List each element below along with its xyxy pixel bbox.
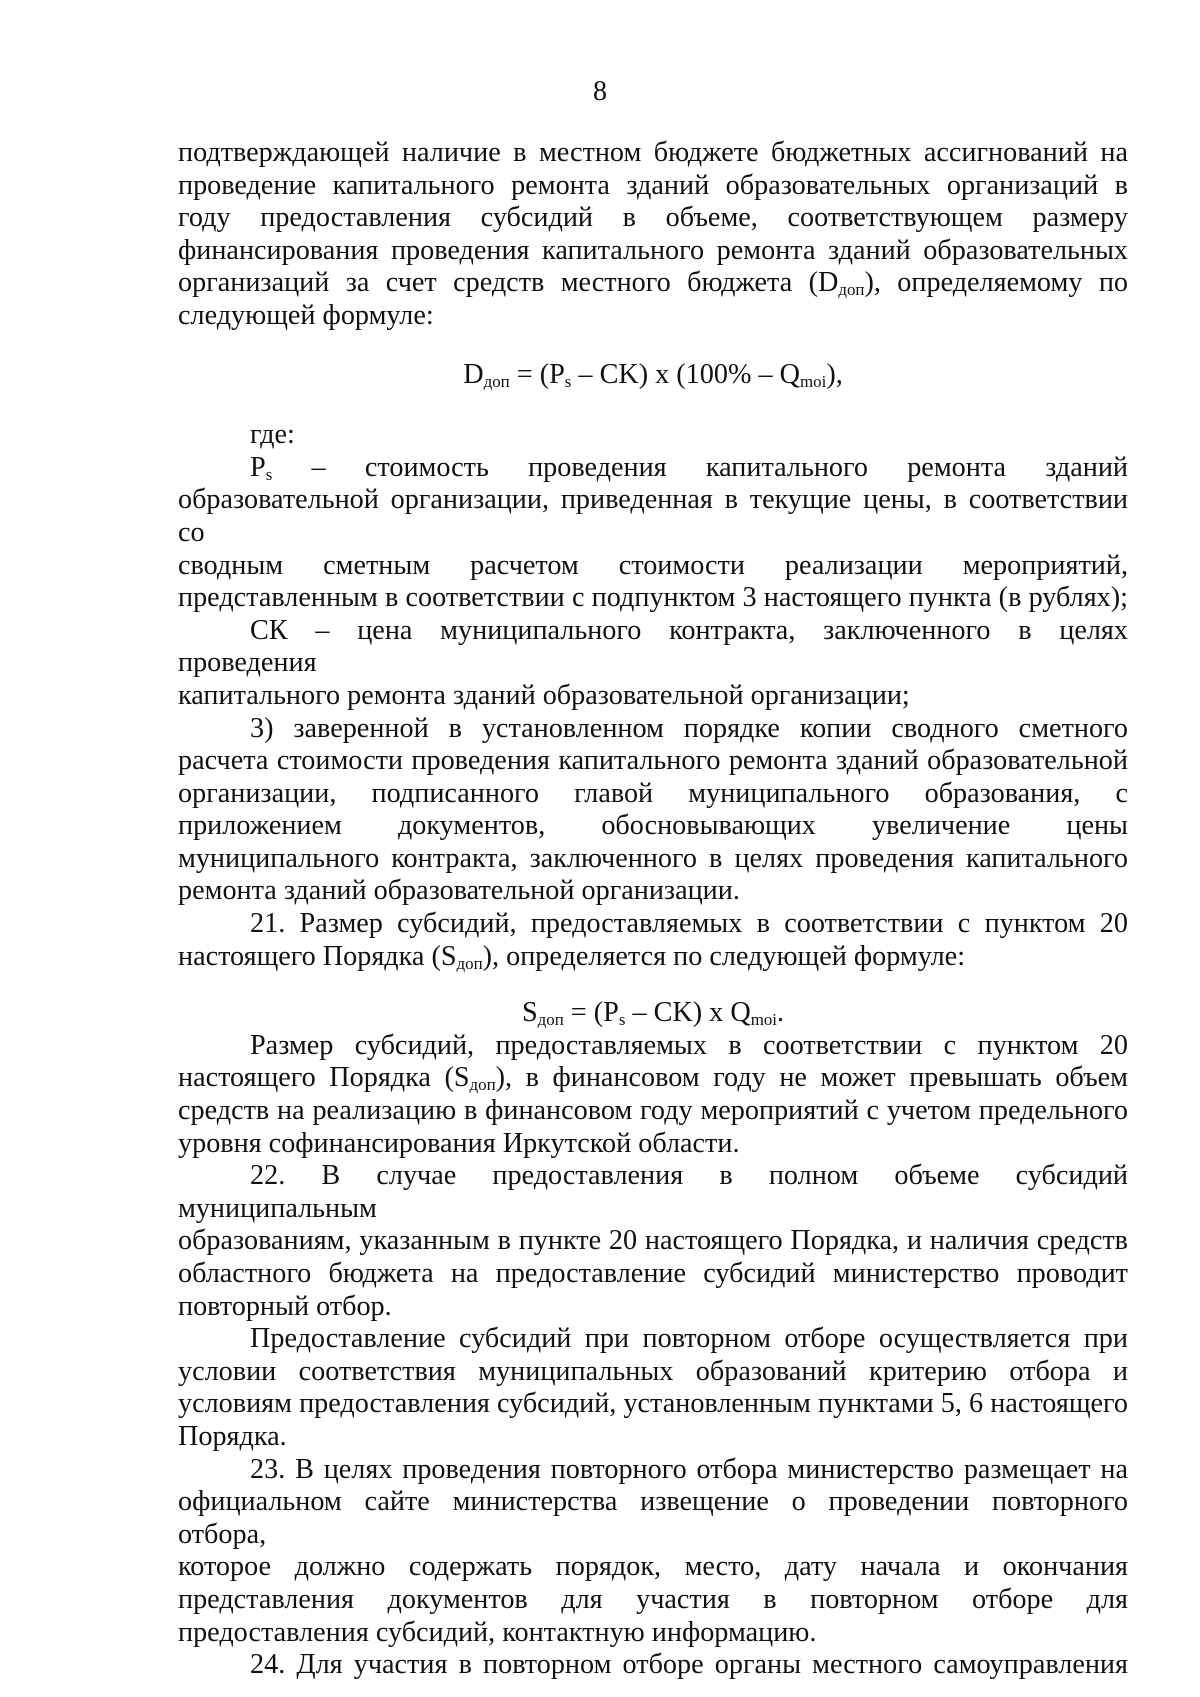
text-line: официальном сайте министерства извещение о проведении повторного отбора,	[178, 1486, 1128, 1550]
text-line: финансирования проведения капитального ремонта зданий образовательных	[178, 234, 1128, 266]
text-line: уровня софинансирования Иркутской области.	[178, 1127, 740, 1159]
text-line: проведение капитального ремонта зданий образовательных организаций в	[178, 169, 1128, 201]
text-line: 23. В целях проведения повторного отбора министерство размещает на	[250, 1453, 1128, 1485]
text-line: 21. Размер субсидий, предоставляемых в соответствии с пунктом 20	[250, 908, 1128, 940]
text-line: $P_s$ – стоимость проведения капитального ремонта зданий	[250, 451, 1128, 484]
text-line: Порядка.	[178, 1420, 287, 1452]
text-line: образовательной организации, приведенная в текущие цены, в соответствии со	[178, 484, 1128, 548]
text-line: которое должно содержать порядок, место, дату начала и окончания	[178, 1551, 1128, 1583]
text-line: повторный отбор.	[178, 1290, 392, 1322]
text-line: сводным сметным расчетом стоимости реализации мероприятий,	[178, 549, 1128, 581]
text-line: представления документов для участия в повторном отборе для	[178, 1583, 1128, 1615]
text-line: организации, подписанного главой муниципального образования, с	[178, 777, 1128, 809]
text-line: расчета стоимости проведения капитального ремонта зданий образовательной	[178, 745, 1128, 777]
text-line: ремонта зданий образовательной организации.	[178, 875, 740, 907]
text-line: предоставления субсидий, контактную информацию.	[178, 1616, 817, 1648]
text-line: 22. В случае предоставления в полном объеме субсидий муниципальным	[178, 1160, 1128, 1224]
page-number: 8	[593, 76, 607, 107]
text-line: настоящего Порядка $(S_{доп})$, определяется по следующей формуле:	[178, 940, 966, 973]
text-line: приложением документов, обосновывающих увеличение цены	[178, 810, 1128, 842]
text-line: представленным в соответствии с подпунктом 3 настоящего пункта (в рублях);	[178, 582, 1128, 614]
text-line: 24. Для участия в повторном отборе органы местного самоуправления	[250, 1649, 1128, 1681]
text-line: где:	[250, 419, 295, 451]
text-line: капитального ремонта зданий образовательной организации;	[178, 679, 910, 711]
text-line: средств на реализацию в финансовом году мероприятий с учетом предельного	[178, 1095, 1128, 1127]
text-line: муниципального контракта, заключенного в целях проведения капитального	[178, 842, 1128, 874]
text-line: году предоставления субсидий в объеме, соответствующем размеру	[178, 202, 1128, 234]
formula-s-dop: $S_{доп} = (P_s - CK)$ x $Q_{moi}$.	[521, 997, 785, 1030]
text-line: подтверждающей наличие в местном бюджете бюджетных ассигнований на	[178, 137, 1128, 168]
text-line: Размер субсидий, предоставляемых в соответствии с пунктом 20	[250, 1029, 1128, 1061]
document-body	[178, 137, 1128, 1682]
text-line: областного бюджета на предоставление субсидий министерство проводит	[178, 1258, 1128, 1289]
formula-d-dop: $D_{доп} = (P_s - CK)$ x $(100\% - Q_{moi})$,	[463, 358, 843, 391]
text-line: следующей формуле:	[178, 299, 434, 331]
text-line: СК – цена муниципального контракта, заключенного в целях проведения	[178, 614, 1128, 679]
text-line: 3) заверенной в установленном порядке копии сводного сметного	[250, 712, 1128, 744]
text-line: условиям предоставления субсидий, установленным пунктами 5, 6 настоящего	[178, 1388, 1128, 1420]
text-line: организаций за счет средств местного бюджета $(D_{доп})$, определяемому по	[178, 267, 1128, 300]
text-line: условии соответствия муниципальных образований критерию отбора и	[178, 1355, 1128, 1387]
text-line: Предоставление субсидий при повторном отборе осуществляется при	[250, 1323, 1128, 1355]
text-line: образованиям, указанным в пункте 20 настоящего Порядка, и наличия средств	[178, 1225, 1128, 1257]
text-line: настоящего Порядка $(S_{доп})$, в финансовом году не может превышать объем	[178, 1062, 1128, 1095]
